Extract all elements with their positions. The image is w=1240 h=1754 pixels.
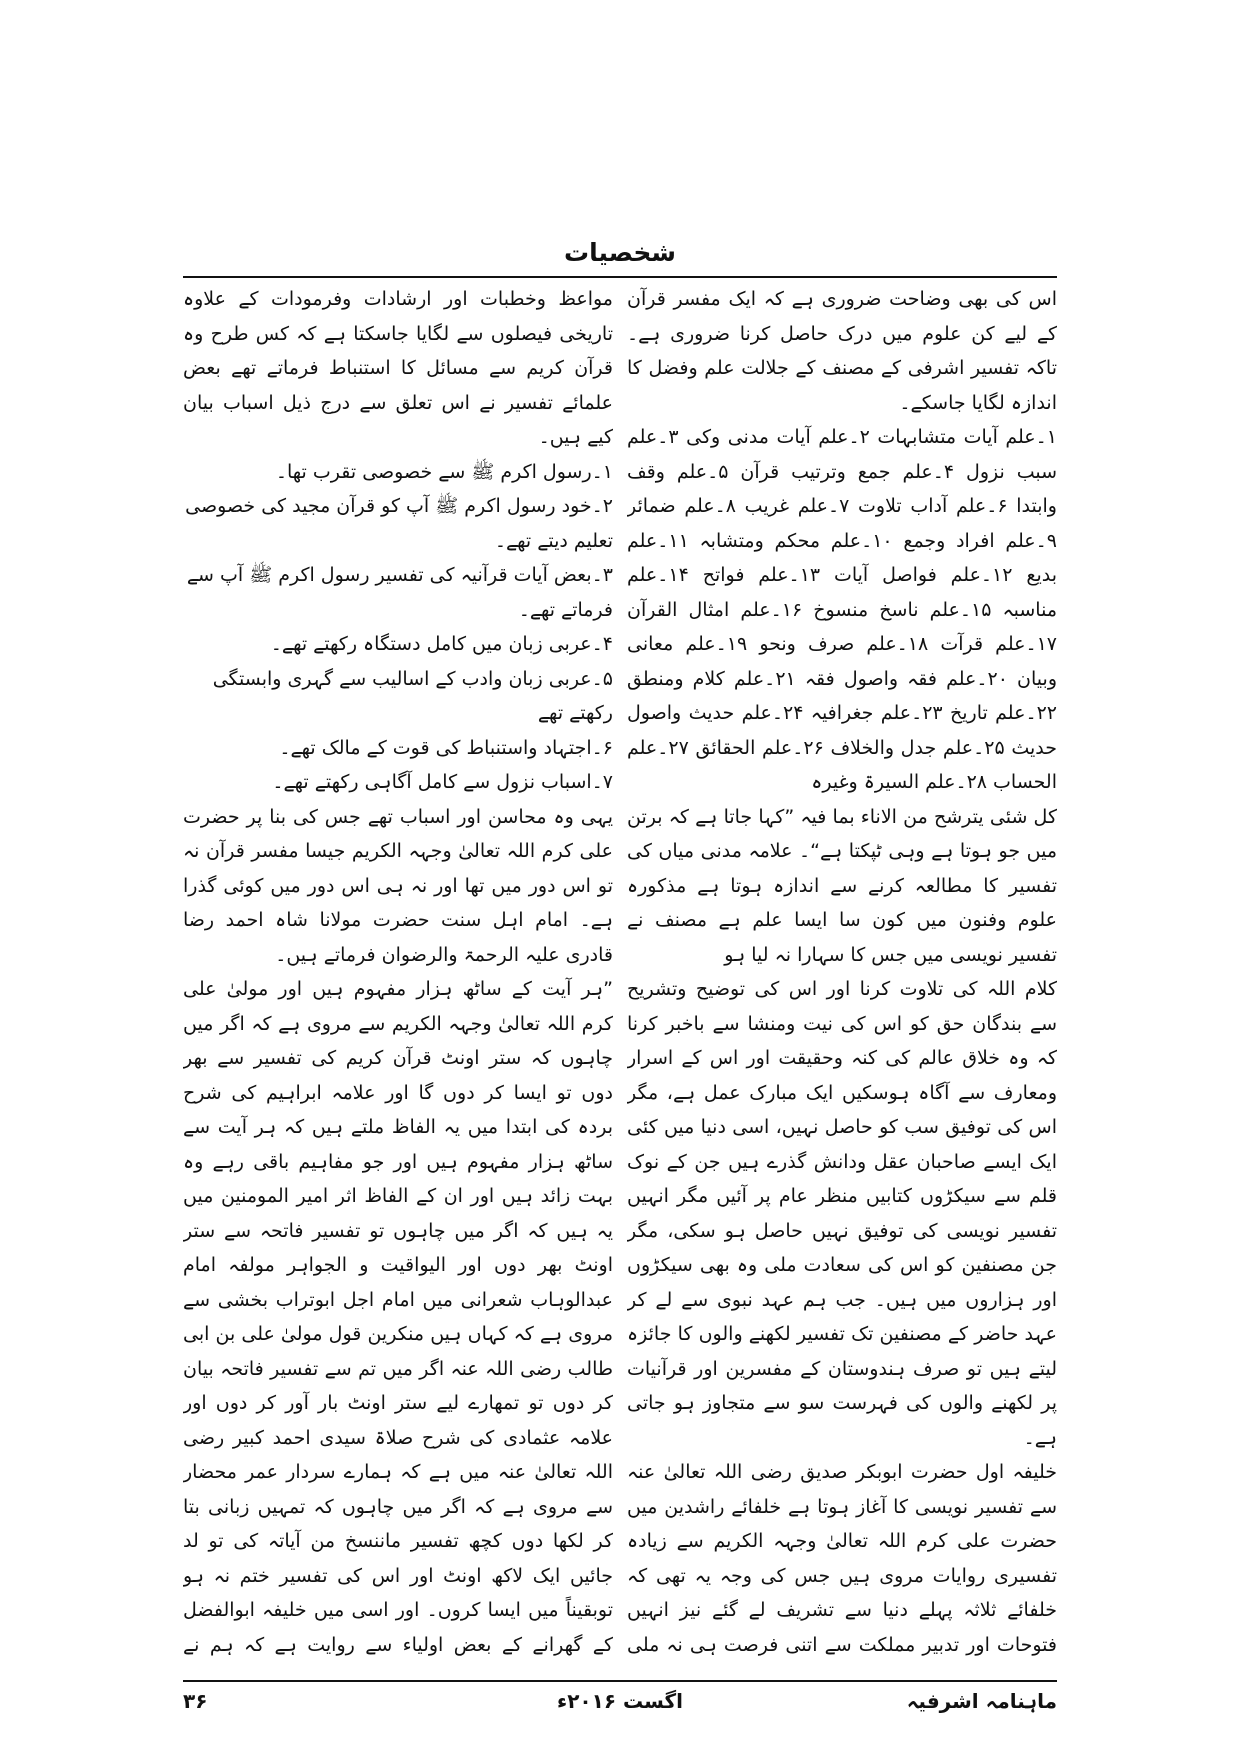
- list-item: ۷۔اسباب نزول سے کامل آگاہی رکھتے تھے۔: [272, 771, 613, 793]
- footer-divider: [183, 1680, 1057, 1682]
- paragraph: کلام اللہ کی تلاوت کرنا اور اس کی توضیح وتشریح سے بندگان حق کو اس کی نیت ومنشا سے باخبر کرنا کہ وہ خلاق عالم کی کنہ وحقیقت اور اس کے اسرار ومعارف سے آگاہ ہوسکیں ایک مبارک عمل ہے، مگر اس کی توفیق سب کو حاصل نہیں، اسی دنیا میں کئی ایک ایسے صاحبان عقل ودانش گذرے ہیں جن کے نوک قلم سے سیکڑوں کتابیں منظر عام پر آئیں مگر انہیں تفسیر نویسی کی توفیق نہیں حاصل ہو سکی، مگر جن مصنفین کو اس کی سعادت ملی وہ بھی سیکڑوں اور ہزاروں میں ہیں۔ جب ہم عہد نبوی سے لے کر عہد حاضر کے مصنفین تک تفسیر لکھنے والوں کا جائزہ لیتے ہیں تو صرف ہندوستان کے مفسرین اور قرآنیات پر لکھنے والوں کی فہرست سو سے متجاوز ہو جاتی ہے۔: [627, 978, 1057, 1449]
- page-number: ۳۶: [183, 1689, 208, 1713]
- paragraph: اس کی بھی وضاحت ضروری ہے کہ ایک مفسر قرآن کے لیے کن علوم میں درک حاصل کرنا ضروری ہے۔ تاکہ تفسیر اشرفی کے مصنف کے جلالت علم وفضل کا اندازہ لگایا جاسکے۔: [627, 288, 1057, 414]
- paragraph: ”ہر آیت کے ساٹھ ہزار مفہوم ہیں اور مولیٰ علی کرم اللہ تعالیٰ وجہہ الکریم سے مروی ہے کہ اگر میں چاہوں کہ ستر اونٹ قرآن کریم کی تفسیر سے بھر دوں تو ایسا کر دوں گا اور علامہ ابراہیم کی شرح بردہ کی ابتدا میں یہ الفاظ ملتے ہیں کہ ہر آیت سے ساٹھ ہزار مفہوم ہیں اور جو مفاہیم باقی رہے وہ بہت زائد ہیں اور ان کے الفاظ اثر امیر المومنین میں یہ ہیں کہ اگر میں چاہوں تو تفسیر فاتحہ سے ستر اونٹ بھر دوں اور الیواقیت و الجواہر مولفہ امام عبدالوہاب شعرانی میں امام اجل ابوتراب بخشی سے مروی ہے کہ کہاں ہیں منکرین قول مولیٰ علی بن ابی طالب رضی اللہ عنہ اگر میں تم سے تفسیر فاتحہ بیان کر دوں تو تمھارے لیے ستر اونٹ بار آور کر دوں اور علامہ عثمادی کی شرح صلاۃ سیدی احمد کبیر رضی اللہ تعالیٰ عنہ میں ہے کہ ہمارے سردار عمر محضار سے مروی ہے کہ اگر میں چاہوں کہ تمہیں زبانی بتا کر لکھا دوں کچھ تفسیر ماننسخ من آیاتہ کی تو لد جائیں ایک لاکھ اونٹ اور اس کی تفسیر ختم نہ ہو توبقیناً میں ایسا کروں۔ اور اسی میں خلیفہ ابوالفضل کے گھرانے کے بعض اولیاء سے روایت ہے کہ ہم نے: [183, 978, 613, 1656]
- paragraph: ۱۔علم آیات متشابہات ۲۔علم آیات مدنی وکی ۳۔علم سبب نزول ۴۔علم جمع وترتیب قرآن ۵۔علم وقف وابتدا ۶۔علم آداب تلاوت ۷۔علم غریب ۸۔علم ضمائر ۹۔علم افراد وجمع ۱۰۔علم محکم ومتشابہ ۱۱۔علم بدیع ۱۲۔علم فواصل آیات ۱۳۔علم فواتح ۱۴۔علم مناسبہ ۱۵۔علم ناسخ منسوخ ۱۶۔علم امثال القرآن ۱۷۔علم قرآت ۱۸۔علم صرف ونحو ۱۹۔علم معانی وبیان ۲۰۔علم فقہ واصول فقہ ۲۱۔علم کلام ومنطق ۲۲۔علم تاریخ ۲۳۔علم جغرافیہ ۲۴۔علم حدیث واصول حدیث ۲۵۔علم جدل والخلاف ۲۶۔علم الحقائق ۲۷۔علم الحساب ۲۸۔علم السیرۃ وغیرہ: [627, 426, 1057, 793]
- issue-date: اگست ۲۰۱۶ء: [556, 1689, 684, 1713]
- list-item: ۱۔رسول اکرم ﷺ سے خصوصی تقرب تھا۔: [275, 460, 613, 483]
- header-divider: [183, 276, 1057, 278]
- paragraph: خلیفہ اول حضرت ابوبکر صدیق رضی اللہ تعالیٰ عنہ سے تفسیر نویسی کا آغاز ہوتا ہے خلفائے راشدین میں حضرت علی کرم اللہ تعالیٰ وجہہ الکریم سے زیادہ تفسیری روایات مروی ہیں جس کی وجہ یہ تھی کہ خلفائے ثلاثہ پہلے دنیا سے تشریف لے گئے نیز انہیں فتوحات اور تدبیر مملکت سے اتنی فرصت ہی نہ ملی: [627, 1461, 1057, 1656]
- right-text-column: [627, 282, 1057, 1660]
- list-item: ۶۔اجتہاد واستنباط کی قوت کے مالک تھے۔: [279, 736, 613, 759]
- page-section-title: شخصیات: [564, 238, 676, 267]
- paragraph: یہی وہ محاسن اور اسباب تھے جس کی بنا پر حضرت علی کرم اللہ تعالیٰ وجہہ الکریم جیسا مفسر قرآن نہ تو اس دور میں تھا اور نہ ہی اس دور میں کوئی گذرا ہے۔ امام اہل سنت حضرت مولانا شاہ احمد رضا قادری علیہ الرحمۃ والرضوان فرماتے ہیں۔: [183, 805, 613, 966]
- list-item: ۴۔عربی زبان میں کامل دستگاہ رکھتے تھے۔: [270, 633, 613, 655]
- list-item: ۳۔بعض آیات قرآنیہ کی تفسیر رسول اکرم ﷺ آپ سے فرماتے تھے۔: [186, 564, 613, 621]
- paragraph: کل شئی یترشح من الاناء بما فیہ ”کہا جاتا ہے کہ برتن میں جو ہوتا ہے وہی ٹپکتا ہے“۔ علامہ مدنی میاں کی تفسیر کا مطالعہ کرنے سے اندازہ ہوتا ہے مذکورہ علوم وفنون میں کون سا ایسا علم ہے مصنف نے تفسیر نویسی میں جس کا سہارا نہ لیا ہو: [627, 805, 1057, 966]
- paragraph: مواعظ وخطبات اور ارشادات وفرمودات کے علاوہ تاریخی فیصلوں سے لگایا جاسکتا ہے کہ کس طرح وہ قرآن کریم سے مسائل کا استنباط فرماتے تھے بعض علمائے تفسیر نے اس تعلق سے درج ذیل اسباب بیان کیے ہیں۔: [183, 288, 613, 448]
- list-item: ۵۔عربی زبان وادب کے اسالیب سے گہری وابستگی رکھتے تھے: [212, 667, 613, 724]
- list-item: ۲۔خود رسول اکرم ﷺ آپ کو قرآن مجید کی خصوصی تعلیم دیتے تھے۔: [185, 495, 613, 552]
- magazine-name: ماہنامہ اشرفیہ: [906, 1689, 1057, 1713]
- left-text-column: [183, 282, 613, 1660]
